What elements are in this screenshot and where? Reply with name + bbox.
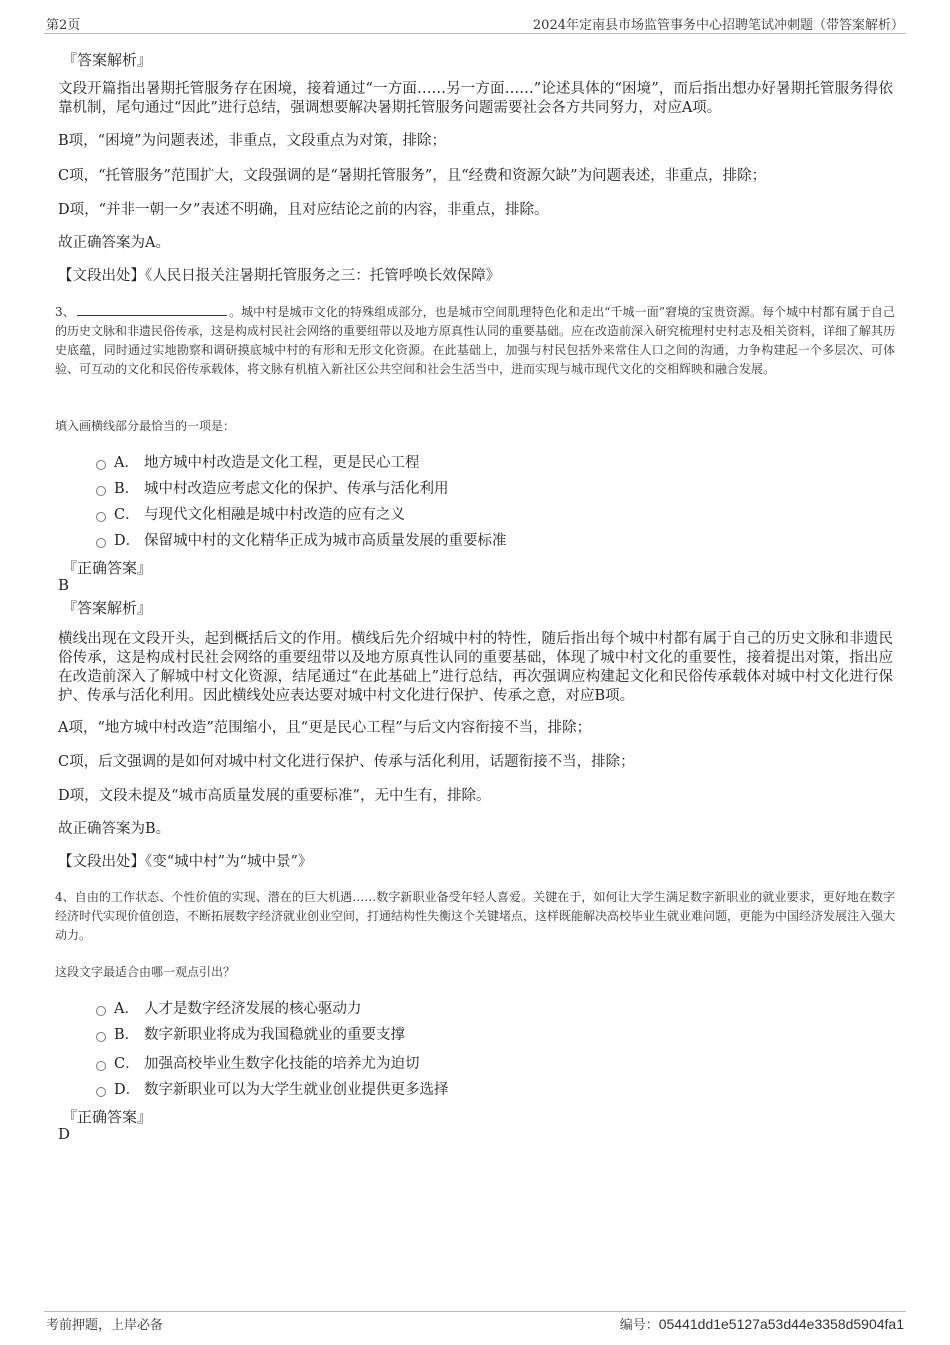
correct-answer: D bbox=[58, 1125, 71, 1143]
option-c-analysis: C项，后文强调的是如何对城中村文化进行保护、传承与活化利用，话题衔接不当，排除； bbox=[58, 754, 635, 770]
document-code: 编号：05441dd1e5127a53d44e3358d5904fa1 bbox=[619, 1316, 904, 1333]
document-title: 2024年定南县市场监管事务中心招聘笔试冲刺题（带答案解析） bbox=[532, 18, 904, 33]
radio-icon[interactable] bbox=[96, 1032, 106, 1042]
header-divider bbox=[44, 33, 906, 34]
conclusion: 故正确答案为B。 bbox=[58, 821, 171, 837]
fill-blank bbox=[77, 303, 227, 316]
analysis-label: 『答案解析』 bbox=[62, 599, 153, 617]
option-c-analysis: C项，“托管服务”范围扩大，文段强调的是“暑期托管服务”，且“经费和资源欠缺”为问题表述，非重点，排除； bbox=[58, 168, 767, 184]
question-4-stem: 4、自由的工作状态、个性价值的实现、潜在的巨大机遇……数字新职业备受年轻人喜爱。关键在于，如何让大学生满足数字新职业的就业要求，更好地在数字经济时代实现价值创造，不断拓展数字经济就业创业空间，打通结构性失衡这个关键堵点，这样既能解决高校毕业生就业难问题，更能为中国经济发展注入强大动力。 bbox=[55, 890, 896, 942]
radio-icon[interactable] bbox=[96, 1087, 106, 1097]
q3-option-c[interactable]: C． 与现代文化相融是城中村改造的应有之义 bbox=[96, 503, 405, 524]
analysis-text: 文段开篇指出暑期托管服务存在困境，接着通过“一方面……另一方面……”论述具体的“困境”，而后指出想办好暑期托管服务得依靠机制，尾句通过“因此”进行总结，强调想要解决暑期托管服务问题需要社会各方共同努力，对应A项。 bbox=[58, 81, 893, 116]
analysis-label: 『答案解析』 bbox=[62, 51, 153, 69]
correct-answer-label: 『正确答案』 bbox=[62, 559, 153, 577]
question-3-prompt: 填入画横线部分最恰当的一项是： bbox=[55, 419, 236, 433]
analysis-text: 横线出现在文段开头，起到概括后文的作用。横线后先介绍城中村的特性，随后指出每个城中村都有属于自己的历史文脉和非遗民俗传承，这是构成村民社会网络的重要纽带以及地方原真性认同的重要基础，体现了城中村文化的重要性，接着提出对策，指出应在改造前深入了解城中村文化资源，结尾通过“在此基础上”进行总结，再次强调应构建起文化和民俗传承载体对城中村文化进行保护、传承与活化利用。因此横线处应表达要对城中村文化进行保护、传承之意，对应B项。 bbox=[58, 631, 893, 704]
radio-icon[interactable] bbox=[96, 460, 106, 470]
option-d-analysis: D项，“并非一朝一夕”表述不明确，且对应结论之前的内容，非重点，排除。 bbox=[58, 202, 549, 218]
q4-option-d[interactable]: D． 数字新职业可以为大学生就业创业提供更多选择 bbox=[96, 1078, 449, 1099]
radio-icon[interactable] bbox=[96, 1006, 106, 1016]
option-b-analysis: B项，“困境”为问题表述，非重点，文段重点为对策，排除； bbox=[58, 133, 446, 149]
page-number: 第2页 bbox=[46, 18, 81, 33]
question-3-number: 3、 bbox=[55, 305, 75, 319]
radio-icon[interactable] bbox=[96, 486, 106, 496]
correct-answer: B bbox=[58, 576, 70, 594]
radio-icon[interactable] bbox=[96, 538, 106, 548]
q4-option-a[interactable]: A． 人才是数字经济发展的核心驱动力 bbox=[96, 997, 362, 1018]
question-3-text: 。城中村是城市文化的特殊组成部分，也是城市空间肌理特色化和走出“千城一面”窘境的宝贵资源。每个城中村都有属于自己的历史文脉和非遗民俗传承，这是构成村民社会网络的重要纽带以及地方原真性认同的重要基础。应在改造前深入研究梳理村史村志及相关资料，详细了解其历史底蕴，同时通过实地勘察和调研摸底城中村的有形和无形文化资源。在此基础上，加强与村民包括外来常住人口之间的沟通，力争构建起一个多层次、可体验、可互动的文化和民俗传承载体，将文脉有机植入新社区公共空间和社会生活当中，进而实现与城市现代文化的交相辉映和融合发展。 bbox=[55, 305, 896, 376]
q3-option-d[interactable]: D． 保留城中村的文化精华正成为城市高质量发展的重要标准 bbox=[96, 529, 507, 550]
footer-divider bbox=[44, 1311, 906, 1312]
source-citation: 【文段出处】《变“城中村”为“城中景”》 bbox=[58, 854, 313, 870]
option-d-analysis: D项，文段未提及“城市高质量发展的重要标准”，无中生有，排除。 bbox=[58, 788, 491, 804]
question-4-prompt: 这段文字最适合由哪一观点引出？ bbox=[55, 965, 236, 979]
correct-answer-label: 『正确答案』 bbox=[62, 1108, 153, 1126]
option-a-analysis: A项，“地方城中村改造”范围缩小，且“更是民心工程”与后文内容衔接不当，排除； bbox=[58, 720, 592, 736]
conclusion: 故正确答案为A。 bbox=[58, 235, 170, 251]
q3-option-b[interactable]: B． 城中村改造应考虑文化的保护、传承与活化利用 bbox=[96, 477, 449, 498]
footer-slogan: 考前押题，上岸必备 bbox=[46, 1318, 164, 1333]
question-3-stem bbox=[55, 303, 895, 379]
q4-option-b[interactable]: B． 数字新职业将成为我国稳就业的重要支撑 bbox=[96, 1023, 405, 1044]
radio-icon[interactable] bbox=[96, 1061, 106, 1071]
q4-option-c[interactable]: C． 加强高校毕业生数字化技能的培养尤为迫切 bbox=[96, 1052, 420, 1073]
radio-icon[interactable] bbox=[96, 512, 106, 522]
q3-option-a[interactable]: A． 地方城中村改造是文化工程，更是民心工程 bbox=[96, 451, 420, 472]
source-citation: 【文段出处】《人民日报关注暑期托管服务之三：托管呼唤长效保障》 bbox=[58, 268, 501, 284]
